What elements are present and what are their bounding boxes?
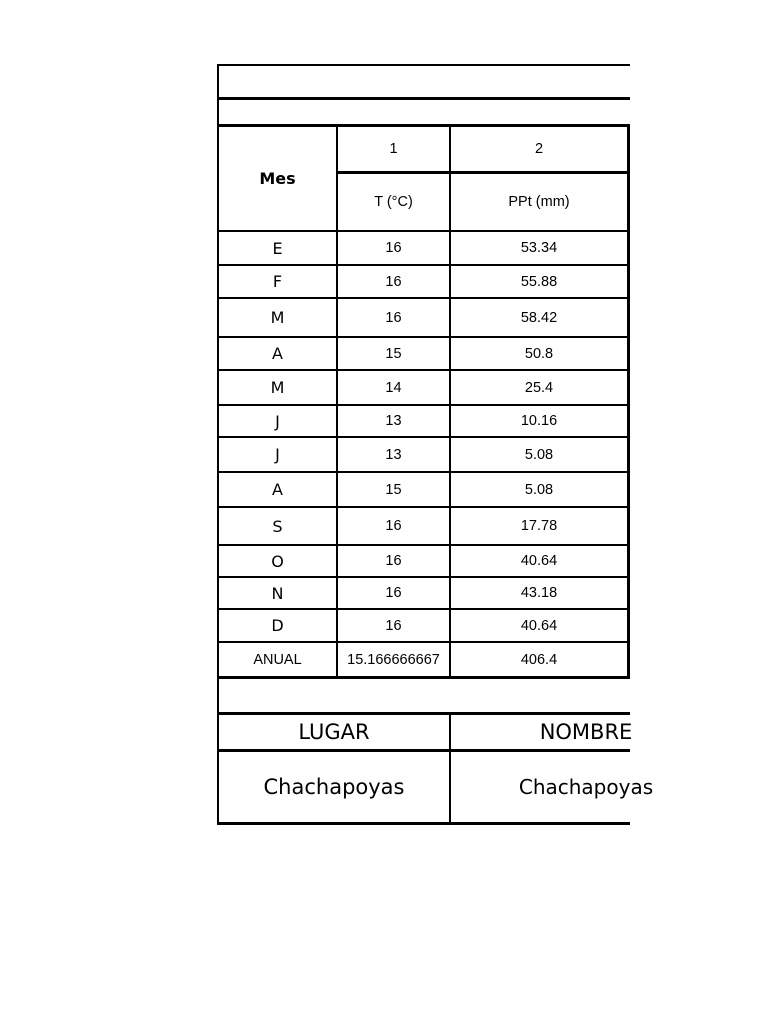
month-cell: J <box>275 445 280 464</box>
border-title <box>217 97 630 100</box>
ppt-cell: 50.8 <box>524 345 554 362</box>
temp-cell: 16 <box>385 273 402 290</box>
ppt-cell: 53.34 <box>520 240 558 256</box>
temp-cell: 16 <box>385 585 402 601</box>
temp-cell: 14 <box>385 379 402 396</box>
ppt-cell: 10.16 <box>520 413 558 429</box>
border-bottom <box>217 822 630 825</box>
ppt-cell: 5.08 <box>524 446 554 463</box>
temp-cell: 16 <box>385 518 402 534</box>
ppt-cell: 43.18 <box>520 585 558 601</box>
month-cell: F <box>272 272 283 291</box>
annual-ppt: 406.4 <box>520 651 558 668</box>
temp-cell: 13 <box>385 413 402 429</box>
ppt-cell: 25.4 <box>524 379 554 396</box>
col2-index: 2 <box>534 140 544 157</box>
annual-label: ANUAL <box>253 651 302 668</box>
month-cell: O <box>271 551 284 571</box>
temp-cell: 13 <box>385 446 402 463</box>
temp-cell: 16 <box>385 553 402 569</box>
ppt-cell: 5.08 <box>524 481 554 498</box>
temp-cell: 15 <box>385 345 402 362</box>
month-cell: A <box>272 480 283 499</box>
nombre-header: NOMBRE <box>539 720 633 744</box>
precipitation-header: PPt (mm) <box>508 193 570 210</box>
nombre-value: Chachapoyas <box>518 775 654 799</box>
month-cell: M <box>270 378 285 397</box>
temp-cell: 16 <box>385 240 402 256</box>
temp-cell: 15 <box>385 481 402 498</box>
lugar-header: LUGAR <box>298 720 370 744</box>
border-annual-bottom <box>217 676 630 679</box>
month-cell: J <box>275 411 280 431</box>
climate-table <box>217 64 654 826</box>
month-cell: S <box>272 516 283 536</box>
ppt-cell: 40.64 <box>520 553 558 569</box>
ppt-cell: 40.64 <box>520 617 558 634</box>
month-cell: N <box>271 583 284 603</box>
col1-index: 1 <box>389 140 398 157</box>
annual-temp: 15.166666667 <box>347 651 440 668</box>
month-cell: E <box>272 238 283 258</box>
month-cell: M <box>270 308 285 327</box>
lugar-value: Chachapoyas <box>263 775 405 799</box>
border-top <box>217 64 630 66</box>
month-header: Mes <box>259 168 296 188</box>
ppt-cell: 58.42 <box>520 309 558 326</box>
border-col3 <box>627 125 630 678</box>
month-cell: D <box>271 616 284 635</box>
ppt-cell: 17.78 <box>520 518 558 534</box>
month-cell: A <box>272 344 283 363</box>
temp-cell: 16 <box>385 617 402 634</box>
temp-cell: 16 <box>385 309 402 326</box>
temperature-header: T (°C) <box>374 193 413 210</box>
ppt-cell: 55.88 <box>520 273 558 290</box>
